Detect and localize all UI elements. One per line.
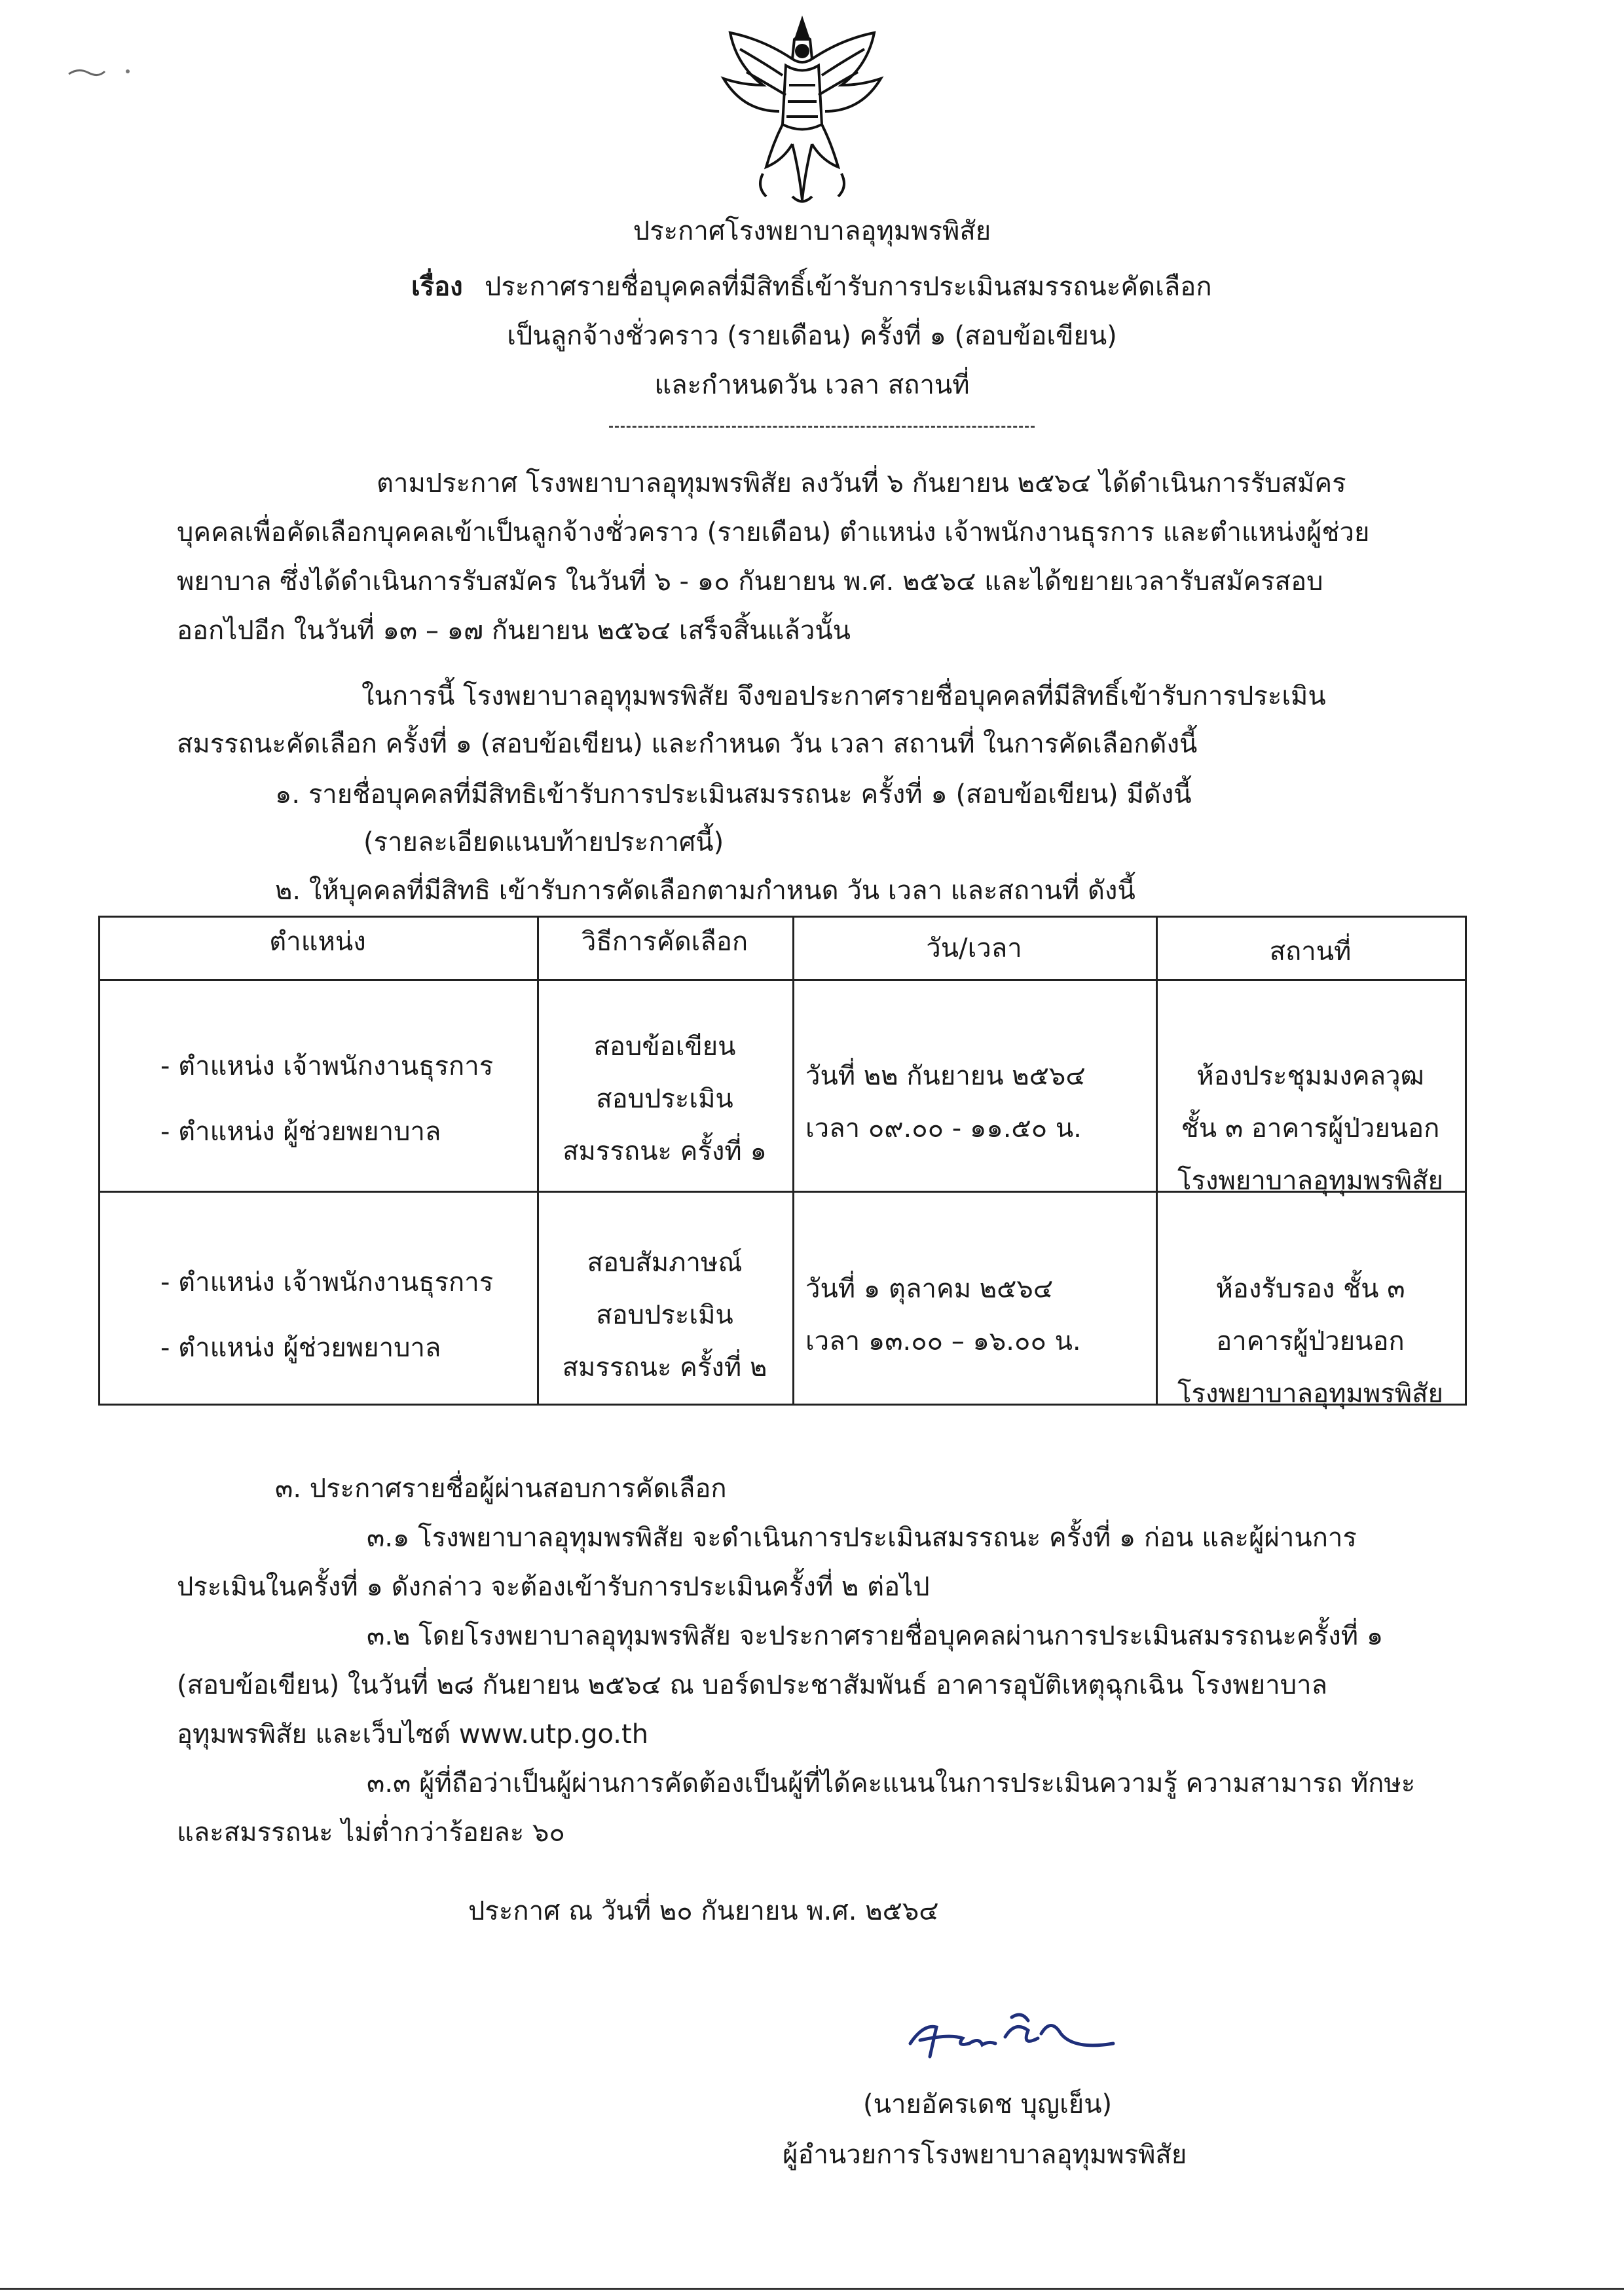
row-2-method-3: สมรรถนะ ครั้งที่ ๒ [562,1353,767,1383]
paragraph-1-line-3: พยาบาล ซึ่งได้ดำเนินการรับสมัคร ในวันที่ ๖ - ๑๐ กันยายน พ.ศ. ๒๕๖๔ และได้ขยายเวลารับสมัครสอบ [177,567,1323,597]
signer-title: ผู้อำนวยการโรงพยาบาลอุทุมพรพิสัย [783,2140,1187,2170]
row-1-method-3: สมรรถนะ ครั้งที่ ๑ [563,1136,767,1166]
row-2-date: วันที่ ๑ ตุลาคม ๒๕๖๔ [805,1274,1054,1304]
row-1-place-1: ห้องประชุมมงคลวุฒ [1196,1061,1424,1091]
section-3-2-line-2: (สอบข้อเขียน) ในวันที่ ๒๘ กันยายน ๒๕๖๔ ณ บอร์ดประชาสัมพันธ์ อาคารอุบัติเหตุฉุกเฉิน โรงพยาบาล [177,1670,1328,1700]
row-1-place-3: โรงพยาบาลอุทุมพรพิสัย [1177,1166,1443,1196]
section-3-heading: ๓. ประกาศรายชื่อผู้ผ่านสอบการคัดเลือก [275,1474,727,1504]
row-2-position-1: - ตำแหน่ง เจ้าพนักงานธุรการ [160,1267,494,1297]
row-2-place-1: ห้องรับรอง ชั้น ๓ [1215,1274,1405,1304]
paragraph-1-line-1: ตามประกาศ โรงพยาบาลอุทุมพรพิสัย ลงวันที่ ๖ กันยายน ๒๕๖๔ ได้ดำเนินการรับสมัคร [377,468,1346,498]
paragraph-1-line-4: ออกไปอีก ในวันที่ ๑๓ – ๑๗ กันยายน ๒๕๖๔ เสร็จสิ้นแล้วนั้น [177,616,851,646]
schedule-table [98,916,1467,1409]
row-1-place-2: ชั้น ๓ อาคารผู้ป่วยนอก [1181,1113,1440,1144]
subject-line-2: เป็นลูกจ้างชั่วคราว (รายเดือน) ครั้งที่ ๑ (สอบข้อเขียน) [507,321,1117,351]
subject-line-3: และกำหนดวัน เวลา สถานที่ [654,370,970,400]
scan-bottom-edge [0,2288,1624,2290]
header-divider [609,426,1035,428]
scan-mark-icon [65,62,144,82]
row-1-position-2: - ตำแหน่ง ผู้ช่วยพยาบาล [160,1117,441,1147]
signature-icon [897,1998,1133,2070]
table-header-place: สถานที่ [1269,937,1352,967]
announcement-date: ประกาศ ณ วันที่ ๒๐ กันยายน พ.ศ. ๒๕๖๔ [468,1896,939,1926]
section-3-2-line-1: ๓.๒ โดยโรงพยาบาลอุทุมพรพิสัย จะประกาศรายชื่อบุคคลผ่านการประเมินสมรรถนะครั้งที่ ๑ [367,1621,1384,1651]
section-3-1-line-2: ประเมินในครั้งที่ ๑ ดังกล่าว จะต้องเข้ารับการประเมินครั้งที่ ๒ ต่อไป [177,1572,930,1602]
table-header-position: ตำแหน่ง [269,927,366,957]
row-1-method-2: สอบประเมิน [596,1084,733,1114]
row-2-method-2: สอบประเมิน [596,1300,733,1330]
section-3-3-line-2: และสมรรถนะ ไม่ต่ำกว่าร้อยละ ๖๐ [177,1818,565,1848]
row-1-method-1: สอบข้อเขียน [593,1032,736,1062]
row-2-place-2: อาคารผู้ป่วยนอก [1216,1326,1405,1356]
subject-label: เรื่อง [411,272,463,302]
row-2-time: เวลา ๑๓.๐๐ – ๑๖.๐๐ น. [805,1326,1081,1356]
section-3-3-line-1: ๓.๓ ผู้ที่ถือว่าเป็นผู้ผ่านการคัดต้องเป็นผู้ที่ได้คะแนนในการประเมินความรู้ ความสามารถ ทักษะ [367,1768,1416,1799]
garuda-emblem-icon [717,13,887,210]
paragraph-2-line-1: ในการนี้ โรงพยาบาลอุทุมพรพิสัย จึงขอประกาศรายชื่อบุคคลที่มีสิทธิ์เข้ารับการประเมิน [361,681,1326,711]
row-1-date: วันที่ ๒๒ กันยายน ๒๕๖๔ [805,1061,1086,1091]
item-2: ๒. ให้บุคคลที่มีสิทธิ เข้ารับการคัดเลือกตามกำหนด วัน เวลา และสถานที่ ดังนี้ [275,876,1135,906]
paragraph-1-line-2: บุคคลเพื่อคัดเลือกบุคคลเข้าเป็นลูกจ้างชั่วคราว (รายเดือน) ตำแหน่ง เจ้าพนักงานธุรการ และตำแหน่งผู้ช่วย [177,517,1370,548]
announcement-title: ประกาศโรงพยาบาลอุทุมพรพิสัย [633,216,991,246]
table-header-method: วิธีการคัดเลือก [581,927,748,957]
row-2-method-1: สอบสัมภาษณ์ [587,1248,743,1278]
table-header-datetime: วัน/เวลา [926,933,1022,963]
item-1: ๑. รายชื่อบุคคลที่มีสิทธิเข้ารับการประเมินสมรรถนะ ครั้งที่ ๑ (สอบข้อเขียน) มีดังนี้ [275,779,1192,810]
section-3-2-line-3: อุทุมพรพิสัย และเว็บไซต์ www.utp.go.th [177,1719,649,1749]
row-1-position-1: - ตำแหน่ง เจ้าพนักงานธุรการ [160,1051,494,1081]
row-1-time: เวลา ๐๙.๐๐ - ๑๑.๕๐ น. [805,1113,1082,1144]
signer-name: (นายอัครเดช บุญเย็น) [863,2089,1113,2119]
item-1-note: (รายละเอียดแนบท้ายประกาศนี้) [363,827,724,857]
section-3-1-line-1: ๓.๑ โรงพยาบาลอุทุมพรพิสัย จะดำเนินการประเมินสมรรถนะ ครั้งที่ ๑ ก่อน และผู้ผ่านการ [367,1523,1357,1553]
row-2-position-2: - ตำแหน่ง ผู้ช่วยพยาบาล [160,1333,441,1363]
row-2-place-3: โรงพยาบาลอุทุมพรพิสัย [1177,1379,1443,1409]
subject-line-1: ประกาศรายชื่อบุคคลที่มีสิทธิ์เข้ารับการประเมินสมรรถนะคัดเลือก [485,272,1212,302]
paragraph-2-line-2: สมรรถนะคัดเลือก ครั้งที่ ๑ (สอบข้อเขียน) และกำหนด วัน เวลา สถานที่ ในการคัดเลือกดังนี้ [177,729,1198,759]
